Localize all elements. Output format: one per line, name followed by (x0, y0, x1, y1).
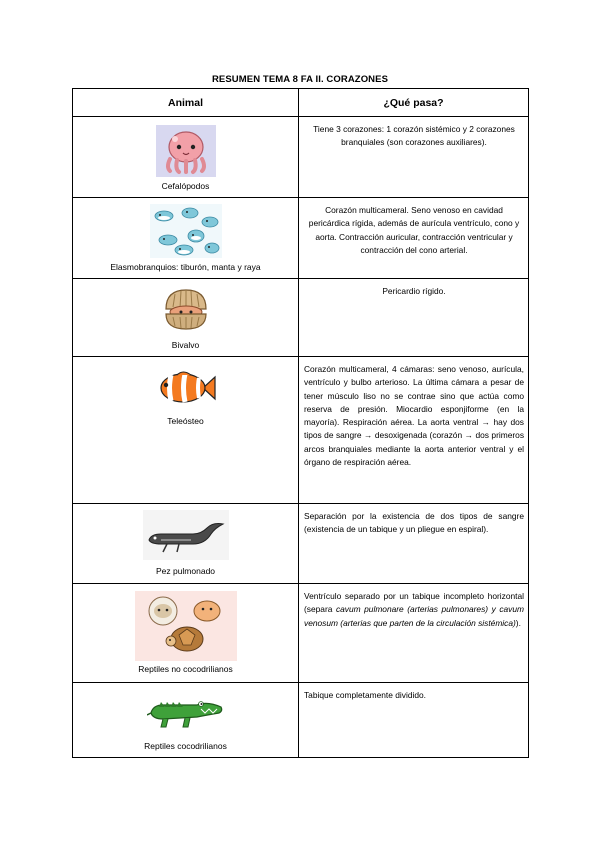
animal-name: Reptiles no cocodrilianos (138, 664, 233, 674)
description-cell (299, 683, 529, 758)
description-text: Separación por la existencia de dos tipos de sangre (existencia de un tabique y un pliegue en espiral). (304, 511, 524, 535)
table-row (73, 117, 529, 198)
header-row (73, 89, 529, 117)
description-cell (299, 504, 529, 584)
animal-cell (73, 279, 299, 357)
animal-name: Reptiles cocodrilianos (144, 741, 227, 751)
description-text: Corazón multicameral. Seno venoso en cavidad pericárdica rígida, además de aurícula ventrículo, cono y aorta. Contracción auricular, contracción ventricular y contracción del cono arterial. (308, 205, 520, 255)
animal-cell (73, 504, 299, 584)
animal-name: Teleósteo (167, 416, 204, 426)
description-text-italic: cavum pulmonare (arterias pulmonares) y cavum venosum (arterias que parten de la circulación sistémica) (304, 604, 524, 628)
header-animal: Animal (73, 89, 299, 117)
octopus-image (156, 125, 216, 177)
description-cell (299, 357, 529, 504)
table-row (73, 683, 529, 758)
description-text (299, 584, 528, 630)
animal-cell (73, 584, 299, 683)
table-row (73, 504, 529, 584)
animal-name: Cefalópodos (161, 181, 210, 191)
description-text: Tabique completamente dividido. (304, 690, 426, 700)
description-text: Pericardio rígido. (382, 286, 446, 296)
table-row (73, 584, 529, 683)
table-row (73, 198, 529, 279)
table-row (73, 279, 529, 357)
description-cell (299, 279, 529, 357)
description-text: Tiene 3 corazones: 1 corazón sistémico y 2 corazones branquiales (son corazones auxiliares). (313, 124, 515, 148)
description-cell (299, 117, 529, 198)
crocodile-image (147, 691, 225, 733)
description-text-part: ). (515, 617, 521, 628)
description-text: Corazón multicameral, 4 cámaras: seno venoso, aurícula, ventrículo y bulbo arterioso. La última cámara a pesar de tener músculo liso no se contrae sino que actúa como reserva de presión. Miocardio esponjiforme (en la mayoría). Respiración aérea. La aorta ventral → hay dos tipos de sangre → desoxigenada (corazón → dos primeros arcos branquiales mediante la aorta anterior ventral y el órgano de respiración aérea. (304, 364, 524, 468)
animal-name: Bivalvo (171, 340, 200, 350)
lungfish-image (143, 510, 229, 560)
header-what: ¿Qué pasa? (299, 89, 529, 117)
turtles-image (135, 591, 237, 661)
clam-image (161, 287, 211, 331)
summary-table (72, 88, 529, 758)
sharks-image (150, 204, 222, 258)
animal-cell (73, 683, 299, 758)
description-cell (299, 198, 529, 279)
table-row (73, 357, 529, 504)
clownfish-image (155, 369, 217, 407)
animal-cell (73, 198, 299, 279)
animal-cell (73, 117, 299, 198)
animal-name: Elasmobranquios: tiburón, manta y raya (110, 262, 261, 272)
description-text-part: Ventrículo separado por un tabique incompleto horizontal (separa (304, 591, 524, 615)
description-cell (299, 584, 529, 683)
animal-name: Pez pulmonado (155, 566, 216, 576)
document-title: RESUMEN TEMA 8 FA II. CORAZONES (211, 74, 389, 85)
animal-cell (73, 357, 299, 504)
